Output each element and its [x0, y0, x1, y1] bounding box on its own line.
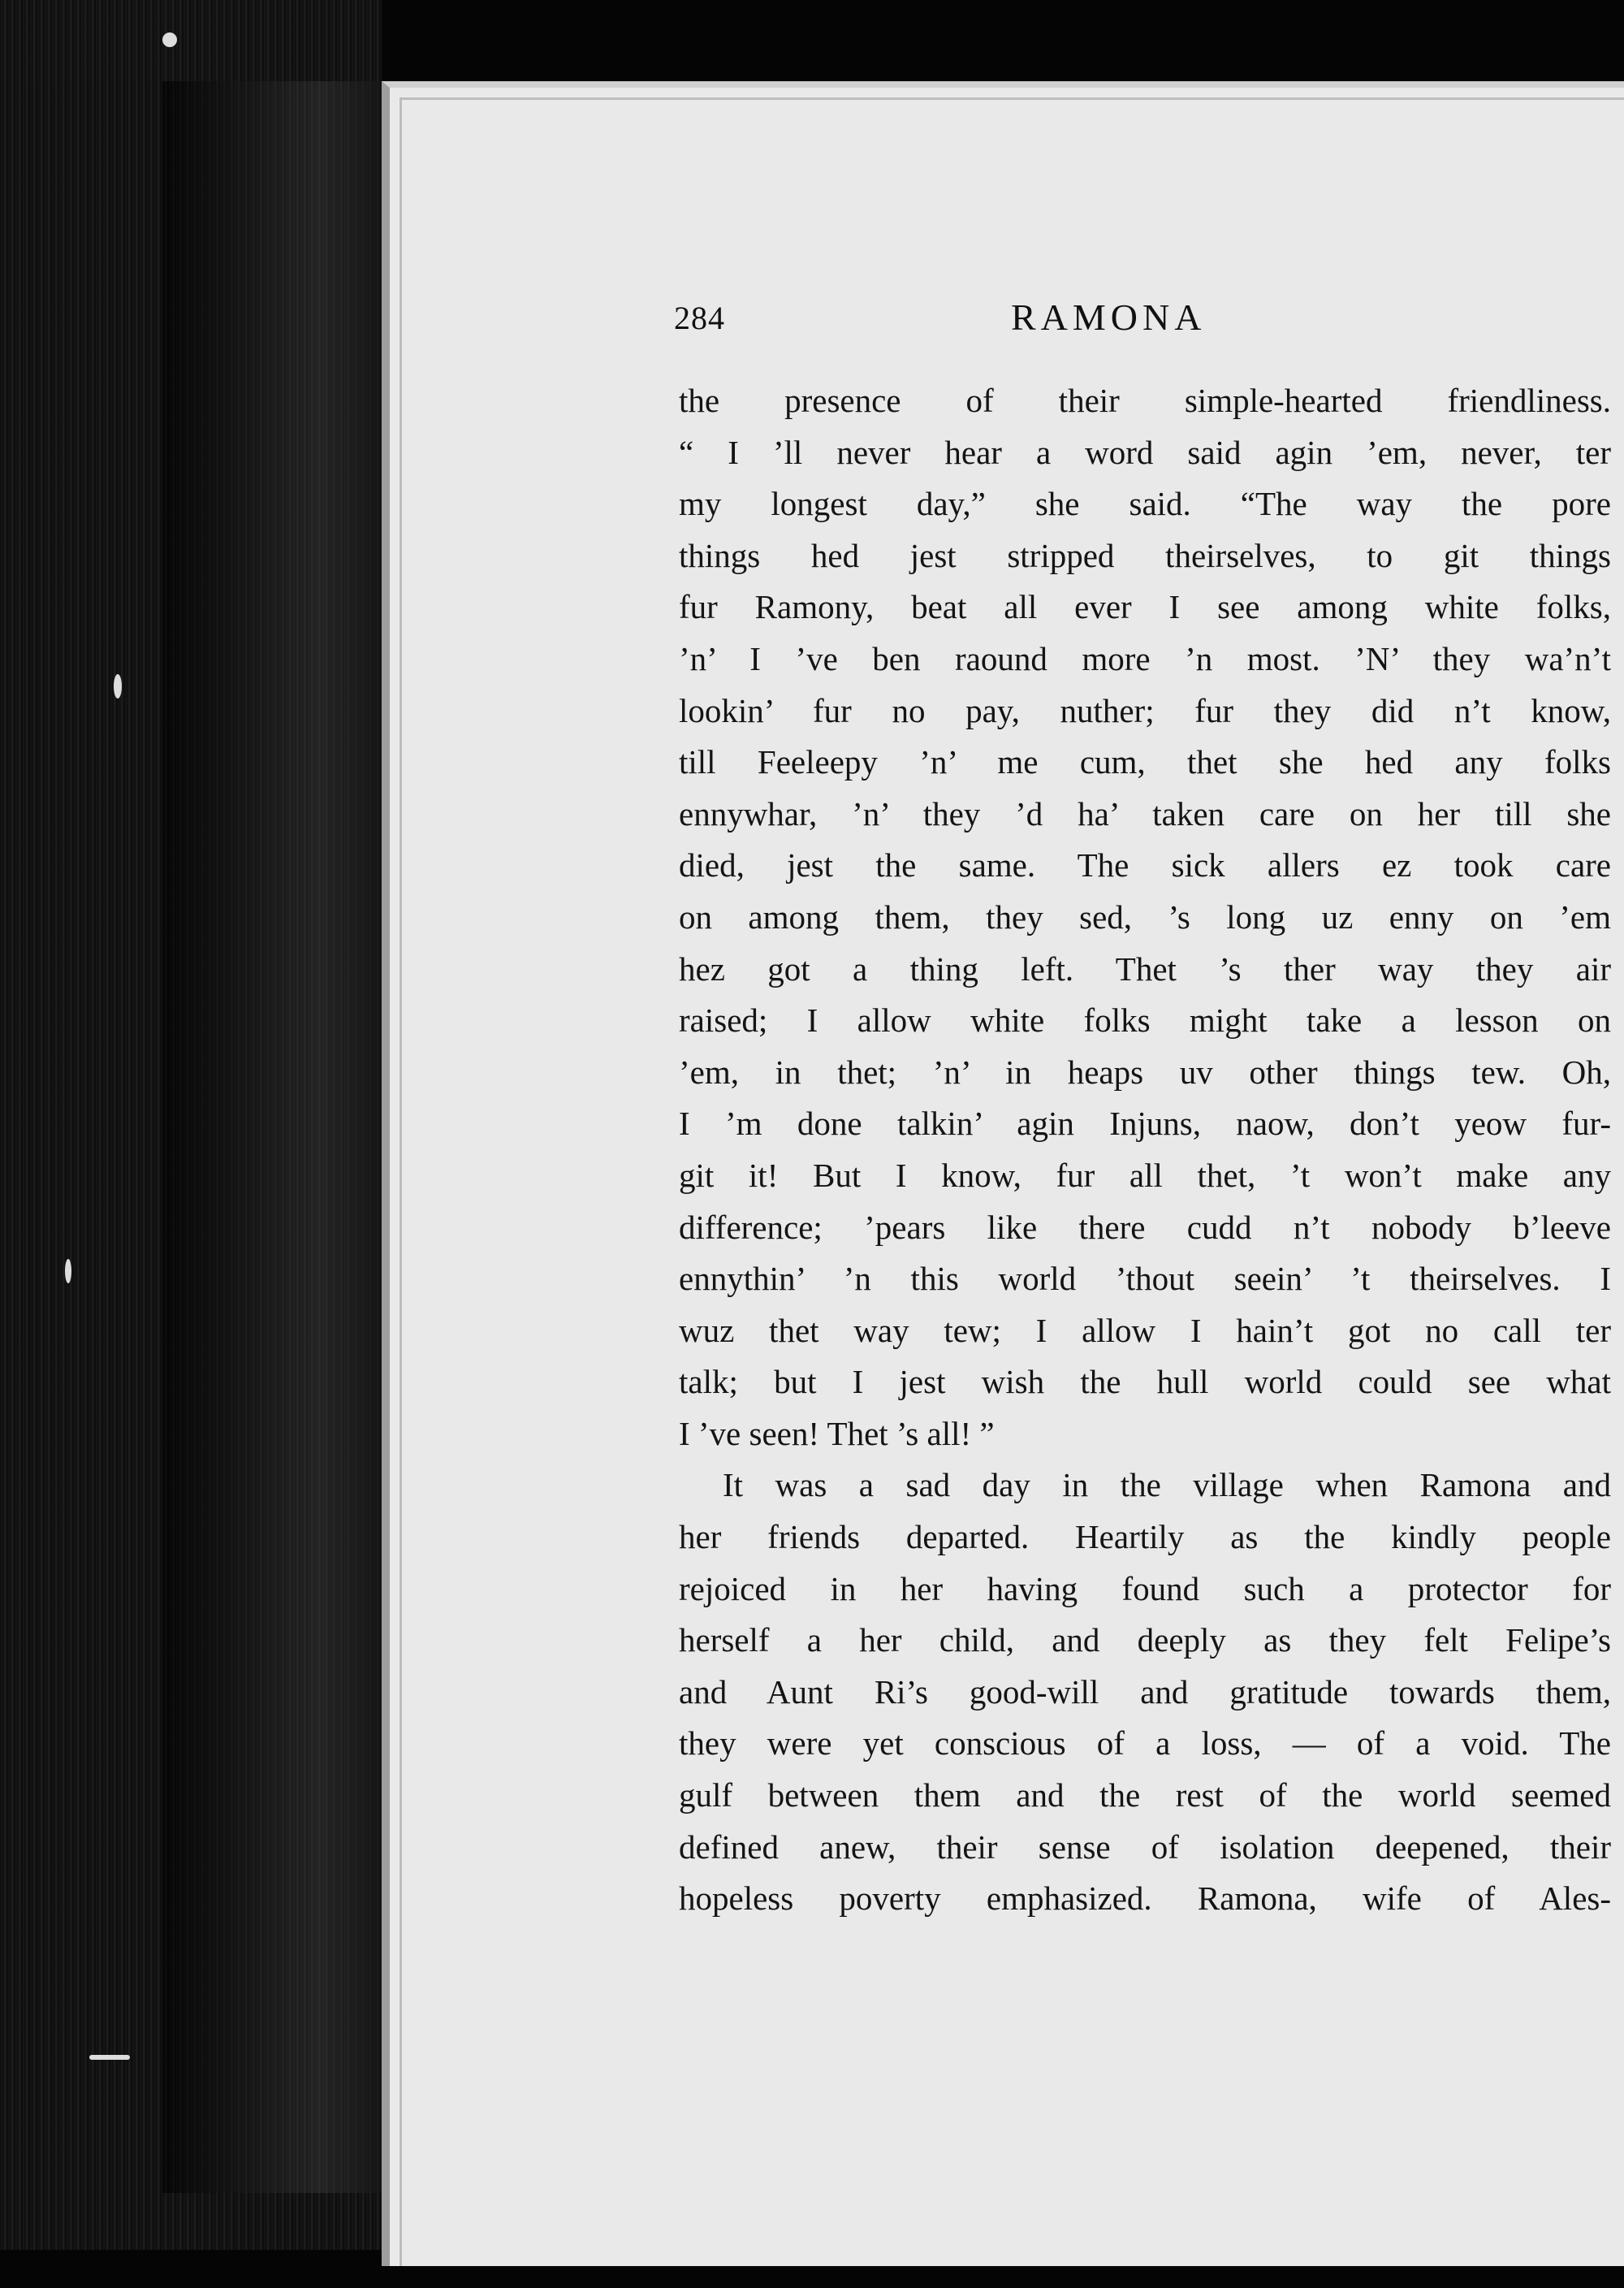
text-line: things hed jest stripped theirselves, to git things [679, 536, 1611, 574]
text-line: hopeless poverty emphasized. Ramona, wife of Ales- [679, 1879, 1611, 1918]
text-line: difference; ’pears like there cudd n’t nobody b’leeve [679, 1208, 1611, 1246]
text-line: “ I ’ll never hear a word said agin ’em, never, ter [679, 433, 1611, 471]
text-line: fur Ramony, beat all ever I see among white folks, [679, 588, 1611, 626]
text-line: ennywhar, ’n’ they ’d ha’ taken care on her till she [679, 794, 1611, 833]
text-line: rejoiced in her having found such a protector for [679, 1569, 1611, 1607]
text-line: I ’ve seen! Thet ’s all! ” [679, 1414, 995, 1452]
text-line: her friends departed. Heartily as the kindly people [679, 1518, 1611, 1556]
text-line: ’n’ I ’ve ben raound more ’n most. ’N’ they wa’n’t [679, 639, 1611, 677]
text-line: on among them, they sed, ’s long uz enny on ’em [679, 897, 1611, 936]
book-edge-shading [162, 81, 390, 2193]
text-line: raised; I allow white folks might take a lesson on [679, 1001, 1611, 1040]
page-number: 284 [674, 300, 725, 336]
text-line: git it! But I know, fur all thet, ’t won’t make any [679, 1156, 1611, 1194]
text-line: the presence of their simple-hearted friendliness. [679, 382, 1611, 419]
text-line: they were yet conscious of a loss, — of a void. The [679, 1724, 1611, 1762]
text-line: died, jest the same. The sick allers ez took care [679, 846, 1611, 884]
speck [89, 2055, 130, 2060]
text-line: my longest day,” she said. “The way the pore [679, 485, 1611, 523]
text-line: and Aunt Ri’s good-will and gratitude towards them, [679, 1672, 1611, 1711]
text-line: ennythin’ ’n this world ’thout seein’ ’t theirselves. I [679, 1260, 1611, 1298]
body-text [679, 375, 1611, 1925]
text-line: I ’m done talkin’ agin Injuns, naow, don’t yeow fur- [679, 1105, 1611, 1143]
speck [114, 674, 122, 699]
text-line: lookin’ fur no pay, nuther; fur they did n’t know, [679, 691, 1611, 729]
speck [65, 1259, 71, 1283]
text-line: herself a her child, and deeply as they felt Felipe’s [679, 1621, 1611, 1659]
text-line: It was a sad day in the village when Ramona and [723, 1466, 1611, 1504]
running-title: RAMONA [1011, 296, 1207, 338]
running-head [674, 296, 1592, 348]
text-line: hez got a thing left. Thet ’s ther way they air [679, 949, 1611, 988]
speck [162, 32, 177, 47]
text-line: till Feeleepy ’n’ me cum, thet she hed any folks [679, 743, 1611, 781]
text-line: ’em, in thet; ’n’ in heaps uv other things tew. Oh, [679, 1053, 1611, 1091]
text-line: wuz thet way tew; I allow I hain’t got no call ter [679, 1311, 1611, 1349]
text-line: defined anew, their sense of isolation deepened, their [679, 1827, 1611, 1866]
text-line: talk; but I jest wish the hull world could see what [679, 1363, 1611, 1401]
text-line: gulf between them and the rest of the world seemed [679, 1776, 1611, 1814]
